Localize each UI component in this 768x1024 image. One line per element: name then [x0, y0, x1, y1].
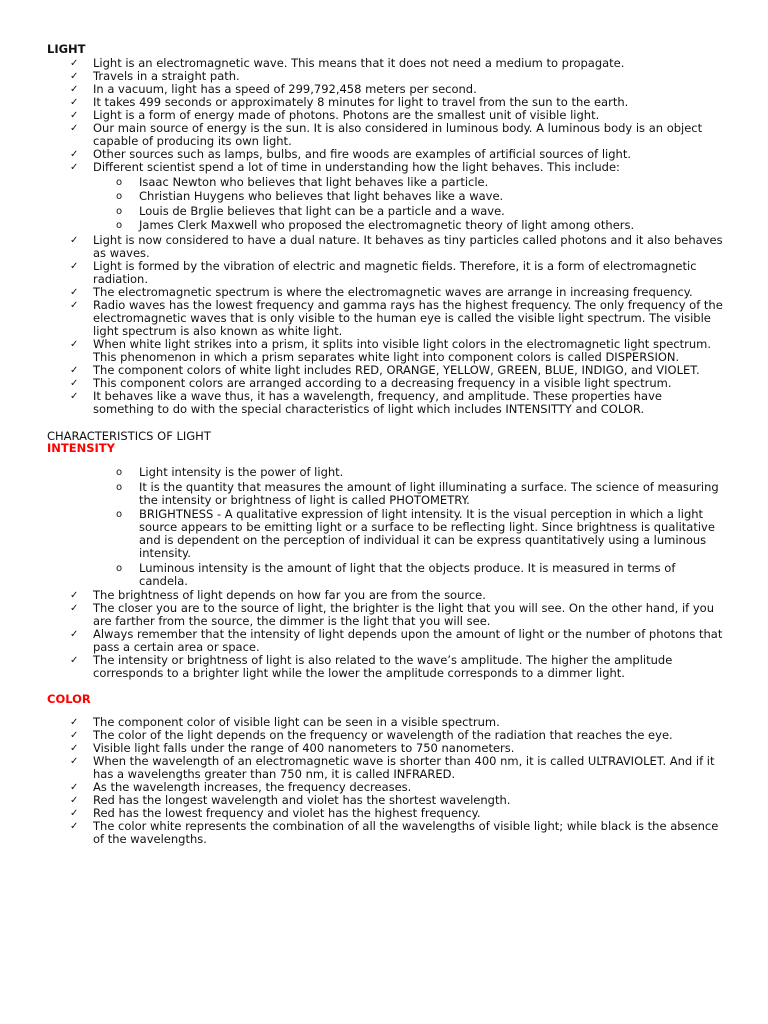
check-icon: ✓ — [70, 590, 79, 601]
circle-bullet-icon: o — [116, 509, 123, 520]
list-item: ✓ In a vacuum, light has a speed of 299,792,458 meters per second. — [70, 82, 477, 96]
list-item: ✓ Our main source of energy is the sun. It is also considered in luminous body. A luminous body is an object capable of producing its own light. — [70, 121, 703, 148]
color-list — [0, 716, 768, 846]
check-icon: ✓ — [70, 795, 79, 806]
check-icon: ✓ — [70, 123, 79, 134]
list-item: ✓ The intensity or brightness of light is also related to the wave’s amplitude. The higher the amplitude corresponds to a brighter light while the lower the amplitude corresponds to a dimmer light. — [70, 653, 673, 680]
intensity-heading: INTENSITY — [47, 441, 115, 455]
circle-bullet-icon: o — [116, 562, 123, 574]
check-icon: ✓ — [70, 286, 79, 298]
check-icon: ✓ — [70, 730, 79, 741]
circle-bullet-icon: o — [116, 176, 123, 188]
list-item: ✓ Different scientist spend a lot of time in understanding how the light behaves. This include: — [70, 160, 620, 174]
check-icon: ✓ — [70, 338, 79, 350]
sub-list-item: o Luminous intensity is the amount of light that the objects produce. It is measured in terms of candela. — [116, 560, 676, 588]
check-icon: ✓ — [70, 110, 79, 121]
check-icon: ✓ — [70, 162, 79, 173]
circle-bullet-icon: o — [116, 467, 123, 478]
check-icon: ✓ — [70, 234, 79, 246]
check-icon: ✓ — [70, 149, 79, 160]
check-icon: ✓ — [70, 603, 79, 614]
check-icon: ✓ — [70, 390, 79, 402]
list-item: ✓ It takes 499 seconds or approximately 8 minutes for light to travel from the sun to the earth. — [70, 95, 629, 109]
list-item: ✓ When the wavelength of an electromagnetic wave is shorter than 400 nm, it is called ULTRAVIOLET. And if it has a wavelengths greater than 750 nm, it is called INFRARED. — [70, 754, 715, 781]
check-icon: ✓ — [70, 655, 79, 666]
check-icon: ✓ — [70, 58, 79, 69]
circle-bullet-icon: o — [116, 205, 123, 217]
list-item: ✓ Red has the longest wavelength and violet has the shortest wavelength. — [70, 793, 511, 807]
color-heading: COLOR — [47, 692, 91, 706]
list-item: ✓ This component colors are arranged according to a decreasing frequency in a visible light spectrum. — [70, 375, 672, 390]
list-item: ✓ Red has the lowest frequency and violet has the highest frequency. — [70, 806, 481, 820]
list-item: ✓ The component color of visible light can be seen in a visible spectrum. — [70, 715, 500, 729]
check-icon: ✓ — [70, 782, 79, 793]
list-item: ✓ Light is now considered to have a dual nature. It behaves as tiny particles called photons and it also behaves as waves. — [70, 232, 723, 260]
check-icon: ✓ — [70, 364, 79, 376]
intensity-list — [0, 466, 768, 680]
sub-list-item: o James Clerk Maxwell who proposed the electromagnetic theory of light among others. — [116, 218, 635, 232]
list-item: ✓ Always remember that the intensity of light depends upon the amount of light or the number of photons that pass a certain area or space. — [70, 627, 723, 654]
list-item: ✓ Light is a form of energy made of photons. Photons are the smallest unit of visible light. — [70, 108, 600, 122]
sub-list-item: o BRIGHTNESS - A qualitative expression of light intensity. It is the visual perception in which a light source appears to be emitting light or a surface to be reflecting light. Since brightness is qualitative and is dependent on the perception of individual it can be express quantitatively using a luminous intensity. — [116, 507, 715, 560]
list-item: ✓ Light is formed by the vibration of electric and magnetic fields. Therefore, it is a form of electromagnetic radiation. — [70, 258, 697, 286]
circle-bullet-icon: o — [116, 481, 123, 493]
check-icon: ✓ — [70, 629, 79, 640]
check-icon: ✓ — [70, 821, 79, 832]
check-icon: ✓ — [70, 260, 79, 272]
check-icon: ✓ — [70, 299, 79, 311]
list-item: ✓ When white light strikes into a prism, it splits into visible light colors in the electromagnetic light spectrum. This phenomenon in which a prism separates white light into component colors is called DISPERSION. — [70, 336, 712, 364]
list-item: ✓ Travels in a straight path. — [70, 69, 240, 83]
list-item: ✓ The component colors of white light includes RED, ORANGE, YELLOW, GREEN, BLUE, INDIGO, and VIOLET. — [70, 362, 700, 377]
sub-list-item: o Louis de Brglie believes that light can be a particle and a wave. — [116, 203, 505, 218]
sub-list-item: o Christian Huygens who believes that light behaves like a wave. — [116, 189, 504, 203]
check-icon: ✓ — [70, 97, 79, 108]
sub-list-item: o Isaac Newton who believes that light behaves like a particle. — [116, 174, 489, 189]
list-item: ✓ The color of the light depends on the frequency or wavelength of the radiation that reaches the eye. — [70, 728, 673, 742]
check-icon: ✓ — [70, 717, 79, 728]
characteristics-heading: CHARACTERISTICS OF LIGHT — [47, 429, 211, 443]
list-item: ✓ Visible light falls under the range of 400 nanometers to 750 nanometers. — [70, 741, 515, 755]
list-item: ✓ The closer you are to the source of light, the brighter is the light that you will see. On the other hand, if you are farther from the source, the dimmer is the light that you will see. — [70, 601, 714, 628]
check-icon: ✓ — [70, 743, 79, 754]
light-heading: LIGHT — [47, 42, 86, 56]
list-item: ✓ Other sources such as lamps, bulbs, and fire woods are examples of artificial sources of light. — [70, 147, 631, 161]
check-icon: ✓ — [70, 71, 79, 82]
list-item: ✓ The brightness of light depends on how far you are from the source. — [70, 588, 486, 602]
light-list — [0, 57, 768, 416]
circle-bullet-icon: o — [116, 220, 123, 231]
list-item: ✓ It behaves like a wave thus, it has a wavelength, frequency, and amplitude. These properties have something to do with the special characteristics of light which includes INTENSITTY and COLOR. — [70, 388, 662, 416]
check-icon: ✓ — [70, 756, 79, 767]
check-icon: ✓ — [70, 84, 79, 95]
list-item: ✓ As the wavelength increases, the frequency decreases. — [70, 780, 412, 794]
list-item: ✓ The electromagnetic spectrum is where the electromagnetic waves are arrange in increasing frequency. — [70, 284, 693, 299]
list-item: ✓ Radio waves has the lowest frequency and gamma rays has the highest frequency. The only frequency of the electromagnetic waves that is only visible to the human eye is called the visible light spectrum. The visible light spectrum is also known as white light. — [70, 297, 723, 338]
check-icon: ✓ — [70, 808, 79, 819]
circle-bullet-icon: o — [116, 191, 123, 202]
sub-list-item: o Light intensity is the power of light. — [116, 465, 344, 479]
check-icon: ✓ — [70, 377, 79, 389]
sub-list-item: o It is the quantity that measures the amount of light illuminating a surface. The science of measuring the intensity or brightness of light is called PHOTOMETRY. — [116, 479, 719, 507]
list-item: ✓ The color white represents the combination of all the wavelengths of visible light; while black is the absence of the wavelengths. — [70, 819, 719, 846]
list-item: ✓ Light is an electromagnetic wave. This means that it does not need a medium to propagate. — [70, 56, 625, 70]
